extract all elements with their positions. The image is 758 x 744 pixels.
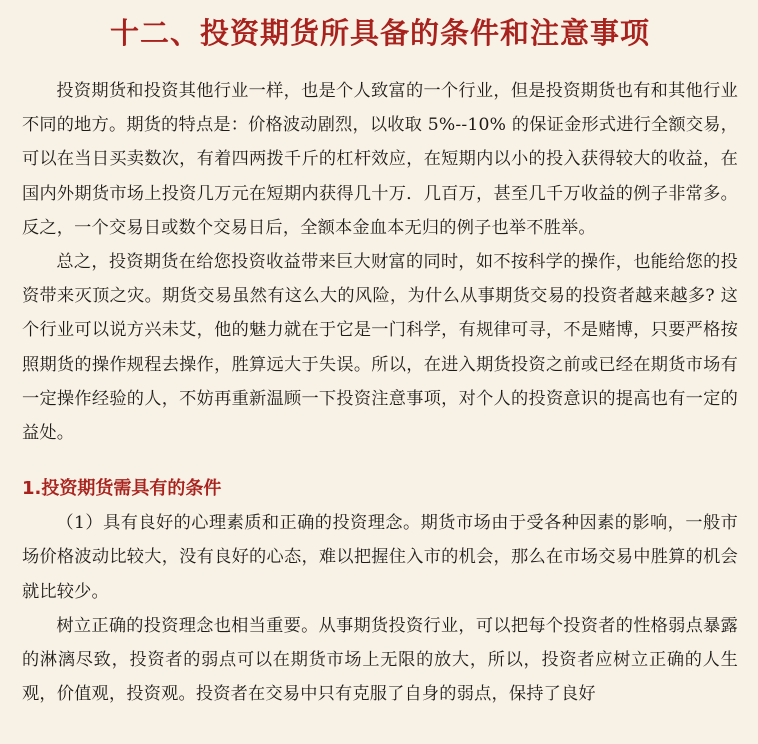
section-paragraph-1: （1）具有良好的心理素质和正确的投资理念。期货市场由于受各种因素的影响，一般市场价格波动比较大，没有良好的心态，难以把握住入市的机会，那么在市场交易中胜算的机会就比较少。	[22, 513, 738, 602]
section-paragraph-2: 树立正确的投资理念也相当重要。从事期货投资行业，可以把每个投资者的性格弱点暴露的淋漓尽致，投资者的弱点可以在期货市场上无限的放大，所以，投资者应树立正确的人生观，价值观，投资观。投资者在交易中只有克服了自身的弱点，保持了良好	[22, 615, 738, 705]
chapter-title: 十二、投资期货所具备的条件和注意事项	[109, 16, 650, 50]
intro-paragraph-2: 总之，投资期货在给您投资收益带来巨大财富的同时，如不按科学的操作，也能给您的投资带来灭顶之灾。期货交易虽然有这么大的风险，为什么从事期货交易的投资者越来越多? 这个行业可以说方兴未艾，他的魅力就在于它是一门科学，有规律可寻，不是赌博，只要严格按照期货的操作规程去操作，胜算远大于失误。所以，在进入期货投资之前或已经在期货市场有一定操作经验的人，不妨再重新温顾一下投资注意事项，对个人的投资意识的提高也有一定的益处。	[22, 252, 738, 444]
intro-paragraph-1: 投资期货和投资其他行业一样，也是个人致富的一个行业，但是投资期货也有和其他行业不同的地方。期货的特点是：价格波动剧烈，以收取 5%--10% 的保证金形式进行全额交易，可以在当日买卖数次，有着四两拨千斤的杠杆效应，在短期内以小的投入获得较大的收益，在国内外期货市场上投资几万元在短期内获得几十万．几百万，甚至几千万收益的例子非常多。反之，一个交易日或数个交易日后，全额本金血本无归的例子也举不胜举。	[22, 81, 738, 238]
section-heading: 1.投资期货需具有的条件	[22, 478, 222, 500]
